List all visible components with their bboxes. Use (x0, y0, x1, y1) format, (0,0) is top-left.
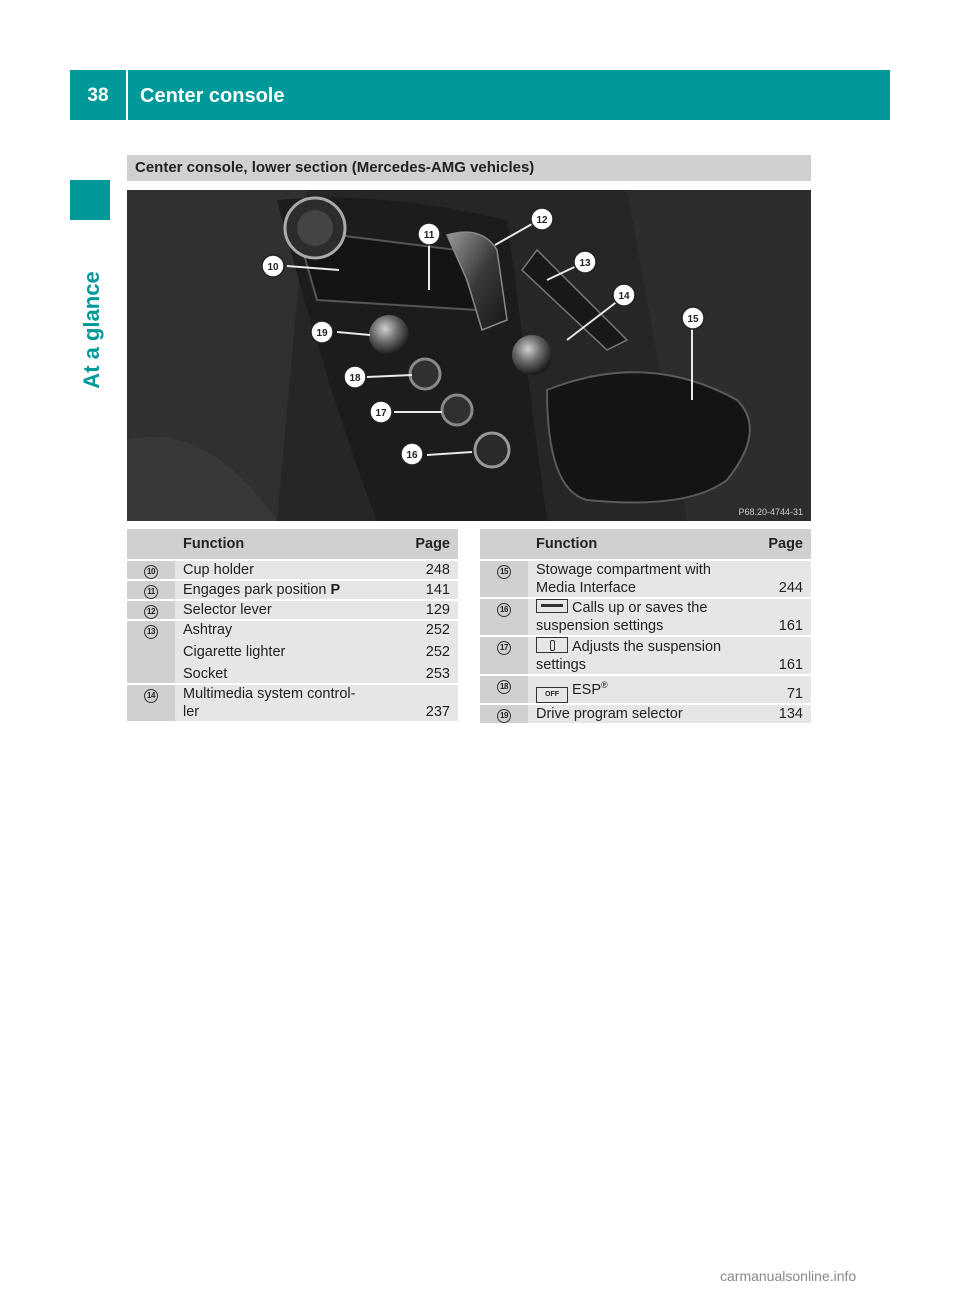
function-text: Adjusts the suspension settings (528, 636, 747, 675)
table-row (127, 684, 458, 722)
table-header-row (480, 529, 811, 560)
table-row (480, 636, 811, 675)
footer-watermark[interactable]: carmanualsonline.info (720, 1268, 857, 1284)
callout-16 (401, 443, 423, 465)
page-ref[interactable]: 244 (747, 560, 811, 598)
page-ref[interactable]: 252 252 253 (394, 620, 458, 684)
function-text: Multimedia system control- ler (175, 684, 394, 722)
table-row (127, 560, 458, 580)
function-text: Selector lever (175, 600, 394, 620)
page-header-cell: Page (394, 529, 458, 560)
table-row (127, 600, 458, 620)
item-number: 11 (144, 585, 158, 599)
side-tab-marker (70, 180, 110, 220)
function-text: OFF ESP® (528, 675, 747, 704)
section-heading (127, 155, 811, 181)
table-header-row (127, 529, 458, 560)
item-number: 18 (497, 680, 511, 694)
page-ref[interactable]: 248 (394, 560, 458, 580)
table-row (480, 560, 811, 598)
amg-button-icon (536, 599, 568, 613)
suspension-icon (536, 637, 568, 653)
svg-text:16: 16 (406, 450, 418, 461)
callout-19 (311, 321, 333, 343)
callout-13 (574, 251, 596, 273)
svg-text:17: 17 (375, 408, 387, 419)
side-tab (72, 265, 112, 395)
item-number: 15 (497, 565, 511, 579)
callout-18 (344, 366, 366, 388)
callout-12 (531, 208, 553, 230)
esp-off-icon: OFF (536, 687, 568, 703)
table-row (127, 620, 458, 684)
chapter-title: Center console (140, 85, 285, 107)
callout-14 (613, 284, 635, 306)
function-header: Function (175, 529, 394, 560)
item-number: 19 (497, 709, 511, 723)
header-divider (126, 70, 128, 120)
page-ref[interactable]: 129 (394, 600, 458, 620)
page-ref[interactable]: 134 (747, 704, 811, 724)
park-position-letter: P (330, 582, 341, 598)
callout-11 (418, 223, 440, 245)
section-title: Center console, lower section (Mercedes-AMG vehicles) (135, 159, 535, 176)
callout-10 (262, 255, 284, 277)
function-header: Function (528, 529, 747, 560)
page-ref[interactable]: 71 (747, 675, 811, 704)
svg-text:11: 11 (423, 230, 435, 241)
function-text: Ashtray Cigarette lighter Socket (175, 620, 394, 684)
console-illustration (127, 190, 811, 521)
function-table-left (127, 529, 458, 723)
svg-text:12: 12 (536, 215, 548, 226)
function-text: Calls up or saves the suspension settings (528, 598, 747, 636)
item-number: 17 (497, 641, 511, 655)
function-text: Engages park position P (175, 580, 394, 600)
num-header (127, 529, 175, 560)
page-header (70, 70, 890, 120)
page-ref[interactable]: 161 (747, 636, 811, 675)
svg-text:15: 15 (687, 314, 699, 325)
svg-text:14: 14 (618, 291, 630, 302)
item-number: 13 (144, 625, 158, 639)
function-table-right (480, 529, 811, 725)
svg-text:13: 13 (579, 258, 591, 269)
side-tab-label: At a glance (79, 271, 104, 389)
callout-17 (370, 401, 392, 423)
function-text: Stowage compartment with Media Interface (528, 560, 747, 598)
item-number: 16 (497, 603, 511, 617)
callout-15 (682, 307, 704, 329)
page-ref[interactable]: 161 (747, 598, 811, 636)
table-row (480, 704, 811, 724)
function-text: Cup holder (175, 560, 394, 580)
function-text: Drive program selector (528, 704, 747, 724)
table-row (480, 598, 811, 636)
page-ref[interactable]: 237 (394, 684, 458, 722)
svg-text:10: 10 (267, 262, 279, 273)
item-number: 10 (144, 565, 158, 579)
item-number: 12 (144, 605, 158, 619)
table-row (480, 675, 811, 704)
svg-text:19: 19 (316, 328, 328, 339)
table-row (127, 580, 458, 600)
page-header-cell: Page (747, 529, 811, 560)
item-number: 14 (144, 689, 158, 703)
page-ref[interactable]: 141 (394, 580, 458, 600)
svg-text:18: 18 (349, 373, 361, 384)
photo-code: P68.20-4744-31 (738, 507, 803, 517)
num-header (480, 529, 528, 560)
page-number: 38 (87, 85, 109, 106)
center-console-photo (127, 190, 811, 521)
